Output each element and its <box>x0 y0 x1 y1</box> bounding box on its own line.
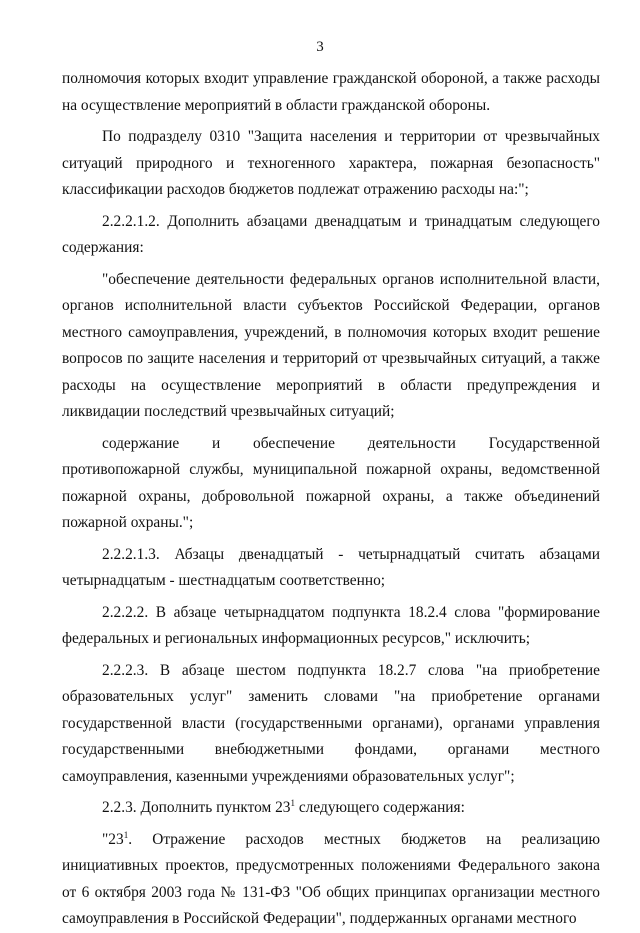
paragraph-10 <box>62 827 600 933</box>
page-number: 3 <box>316 39 324 55</box>
paragraph-9-superscript: 1 <box>290 797 295 808</box>
paragraph-3: 2.2.2.1.2. Дополнить абзацами двенадцатым и тринадцатым следующего содержания: <box>62 212 600 256</box>
paragraph-2: По подразделу 0310 "Защита населения и территории от чрезвычайных ситуаций природного и техногенного характера, пожарная безопасность" классификации расходов бюджетов подлежат отражению расходы на:"; <box>62 128 600 198</box>
paragraph-6: 2.2.2.1.3. Абзацы двенадцатый - четырнадцатый считать абзацами четырнадцатым - шестнадцатым соответственно; <box>62 545 600 589</box>
document-body <box>62 66 600 933</box>
paragraph-7: 2.2.2.2. В абзаце четырнадцатом подпункта 18.2.4 слова "формирование федеральных и региональных информационных ресурсов," исключить; <box>62 603 600 647</box>
paragraph-8: 2.2.2.3. В абзаце шестом подпункта 18.2.7 слова "на приобретение образовательных услуг" заменить словами "на приобретение органами государственной власти (государственными органами), органами управления государственными внебюджетными фондами, органами местного самоуправления, казенными учреждениями образовательных услуг"; <box>62 661 600 785</box>
paragraph-5: содержание и обеспечение деятельности Государственной противопожарной службы, муниципальной пожарной охраны, ведомственной пожарной охраны, добровольной пожарной охраны, а также объединений пожарной охраны."; <box>62 434 600 531</box>
paragraph-9-text-start: 2.2.3. Дополнить пунктом 23 <box>102 799 291 816</box>
paragraph-10-text-start: "23 <box>102 830 124 848</box>
paragraph-10-superscript: 1 <box>123 829 129 840</box>
paragraph-9-text-end: следующего содержания: <box>295 799 465 816</box>
paragraph-1: полномочия которых входит управление гражданской обороной, а также расходы на осуществление мероприятий в области гражданской обороны. <box>62 70 600 114</box>
paragraph-9 <box>62 795 600 822</box>
paragraph-4: "обеспечение деятельности федеральных органов исполнительной власти, органов исполнительной власти субъектов Российской Федерации, органов местного самоуправления, учреждений, в полномочия которых входит решение вопросов по защите населения и территорий от чрезвычайных ситуаций, а также расходы на осуществление мероприятий в области предупреждения и ликвидации последствий чрезвычайных ситуаций; <box>62 270 600 420</box>
paragraph-10-text-end: . Отражение расходов местных бюджетов на реализацию инициативных проектов, предусмотренных положениями Федерального закона от 6 октября 2003 года № 131-ФЗ "Об общих принципах организации местного самоуправления в Российской Федерации", поддержанных органами местного <box>62 830 600 927</box>
